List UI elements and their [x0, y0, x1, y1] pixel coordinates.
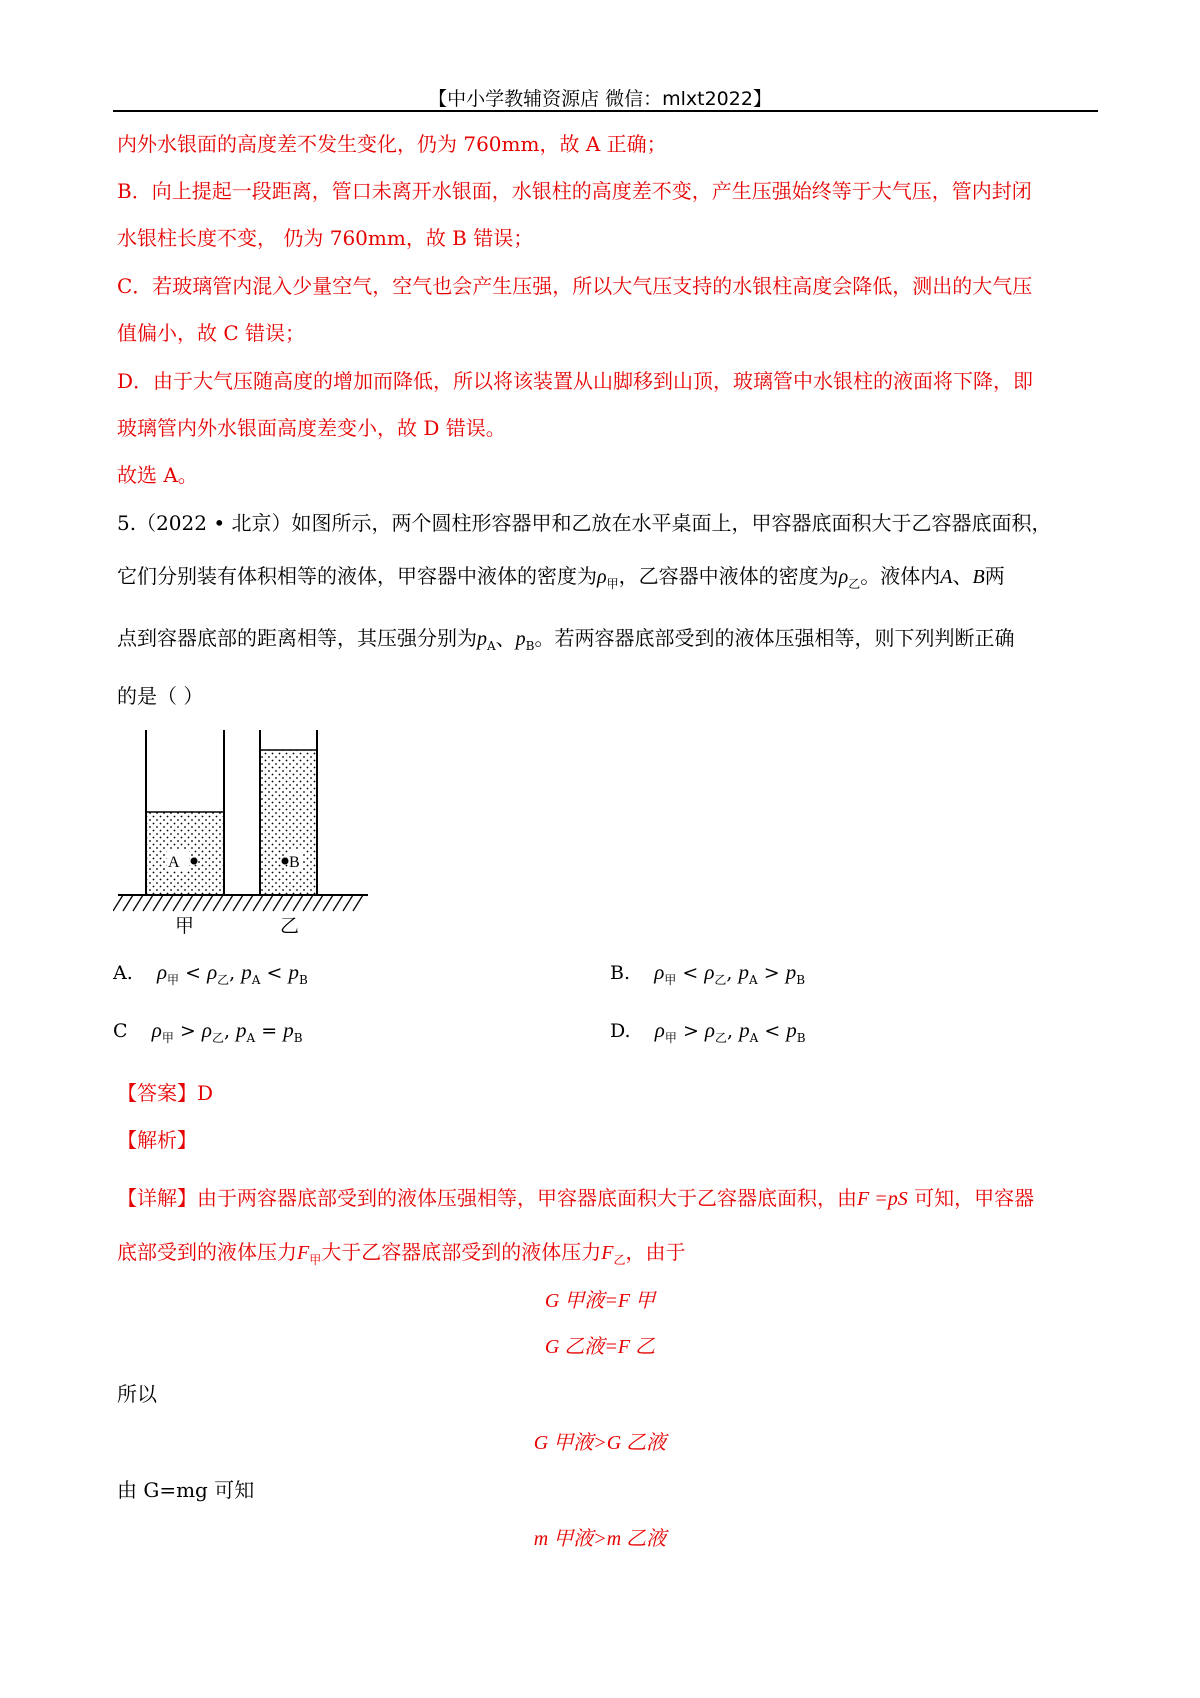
relation: >: [179, 1020, 196, 1042]
pressure-symbol: p: [288, 960, 299, 984]
pressure-symbol: p: [738, 960, 750, 984]
so-line: 所以: [117, 1382, 157, 1406]
detail-text: 底部受到的液体压力: [117, 1240, 297, 1264]
subscript: 甲: [606, 577, 619, 591]
label-yi: 乙: [280, 915, 300, 935]
option-c[interactable]: C $\rho_甲 > \rho_乙$, $p_A = p_B$: [113, 1018, 303, 1045]
question-text: 点到容器底部的距离相等，其压强分别为: [117, 626, 477, 650]
equation-3: G 甲液>G 乙液: [533, 1432, 667, 1454]
subscript: A: [749, 1030, 759, 1045]
subscript: 乙: [848, 577, 861, 591]
equation-1: G 甲液=F 甲: [544, 1290, 656, 1312]
rho-symbol: ρ: [838, 566, 849, 588]
analysis-line-a: 内外水银面的高度差不发生变化，仍为 760mm，故 A 正确；: [117, 132, 667, 156]
subscript: B: [298, 972, 308, 987]
detail-line-2: [117, 1236, 685, 1268]
subscript: 乙: [211, 1030, 224, 1045]
by-line: 由 G=mg 可知: [117, 1478, 255, 1502]
relation: >: [682, 1020, 699, 1042]
point-a-label: A: [940, 566, 953, 588]
subscript: 甲: [309, 1253, 322, 1267]
equation-4: m 甲液>m 乙液: [533, 1528, 667, 1550]
question-text: 两: [984, 564, 1005, 588]
analysis-line-c2: 值偏小，故 C 错误；: [117, 321, 306, 345]
ground-hatching: [113, 895, 363, 911]
point-b-label: B: [972, 566, 985, 588]
detail-text: ，由于: [625, 1240, 686, 1264]
rho-symbol: ρ: [597, 566, 607, 588]
subscript: A: [487, 639, 496, 653]
subscript: 甲: [664, 972, 677, 987]
question-line-2: [117, 560, 1005, 592]
pressure-symbol: p: [515, 628, 526, 650]
subscript: B: [796, 1030, 806, 1045]
subscript: 乙: [714, 972, 727, 987]
rho-symbol: ρ: [207, 960, 218, 984]
option-letter: C: [113, 1020, 128, 1042]
option-b[interactable]: B. $\rho_甲 < \rho_乙$, $p_A > p_B$: [610, 960, 806, 987]
analysis-line-d2: 玻璃管内外水银面高度差变小，故 D 错误。: [117, 416, 506, 440]
analysis-line-b1: B．向上提起一段距离，管口未离开水银面，水银柱的高度差不变，产生压强始终等于大气压，管内封闭: [117, 179, 1032, 203]
rho-symbol: ρ: [654, 1018, 665, 1042]
detail-line-1: [117, 1182, 1034, 1211]
force-symbol: F: [297, 1242, 310, 1264]
point-b-text: B: [289, 854, 300, 871]
pressure-symbol: p: [739, 1018, 750, 1042]
pressure-symbol: p: [477, 628, 487, 650]
rho-symbol: ρ: [654, 960, 665, 984]
subscript: A: [246, 1030, 256, 1045]
analysis-line-c1: C．若玻璃管内混入少量空气，空气也会产生压强，所以大气压支持的水银柱高度会降低，测出的大气压: [117, 274, 1033, 298]
point-b-dot: [282, 858, 289, 865]
subscript: A: [251, 972, 261, 987]
answer-label: 【答案】: [117, 1081, 197, 1105]
pressure-symbol: p: [785, 960, 797, 984]
containers-diagram: [113, 720, 373, 935]
question-line-4: 的是（ ）: [117, 684, 204, 708]
relation: <: [764, 1020, 781, 1042]
pressure-symbol: p: [786, 1018, 797, 1042]
pressure-symbol: p: [236, 1018, 247, 1042]
relation: <: [682, 962, 699, 984]
subscript: 甲: [167, 972, 180, 987]
rho-symbol: ρ: [704, 960, 715, 984]
question-text: 它们分别装有体积相等的液体，甲容器中液体的密度为: [117, 564, 597, 588]
rho-symbol: ρ: [201, 1018, 212, 1042]
relation: <: [266, 962, 283, 984]
option-letter: D.: [610, 1020, 631, 1042]
relation: >: [763, 962, 780, 984]
relation: <: [185, 962, 202, 984]
equation-2: G 乙液=F 乙: [544, 1336, 656, 1358]
answer-line: [117, 1077, 213, 1106]
point-a-text: A: [168, 854, 180, 871]
option-letter: A.: [113, 962, 133, 984]
formula: F =pS: [857, 1188, 908, 1210]
question-text: 、: [495, 626, 516, 650]
subscript: 乙: [715, 1030, 728, 1045]
detail-text: 【详解】由于两容器底部受到的液体压强相等，甲容器底面积大于乙容器底面积，由: [117, 1186, 857, 1210]
page-header: 【中小学教辅资源店 微信：mlxt2022】: [428, 88, 772, 110]
detail-text: 可知，甲容器: [907, 1186, 1035, 1210]
question-text: ，乙容器中液体的密度为: [618, 564, 839, 588]
analysis-label: 【解析】: [117, 1128, 197, 1152]
question-line-1: 5.（2022 • 北京）如图所示，两个圆柱形容器甲和乙放在水平桌面上，甲容器底面积大于乙容器底面积，: [117, 511, 1052, 535]
relation: =: [261, 1020, 278, 1042]
subscript: 甲: [161, 1030, 174, 1045]
option-a[interactable]: A. $\rho_甲 < \rho_乙$, $p_A < p_B$: [113, 960, 308, 987]
header-rule: [113, 110, 1098, 112]
question-line-3: [117, 622, 1015, 653]
pressure-symbol: p: [241, 960, 252, 984]
force-symbol: F: [601, 1242, 614, 1264]
pressure-symbol: p: [283, 1018, 294, 1042]
label-jia: 甲: [175, 915, 195, 935]
subscript: A: [749, 972, 758, 987]
question-text: 。若两容器底部受到的液体压强相等，则下列判断正确: [534, 626, 1015, 650]
analysis-line-b2: 水银柱长度不变， 仍为 760mm，故 B 错误；: [117, 226, 534, 250]
option-letter: B.: [610, 962, 631, 984]
liquid-yi: [260, 750, 317, 895]
option-d[interactable]: D. $\rho_甲 > \rho_乙$, $p_A < p_B$: [610, 1018, 806, 1045]
point-a-dot: [191, 858, 198, 865]
analysis-line-d1: D．由于大气压随高度的增加而降低，所以将该装置从山脚移到山顶，玻璃管中水银柱的液面将下降，即: [117, 369, 1034, 393]
subscript: 甲: [664, 1030, 677, 1045]
rho-symbol: ρ: [704, 1018, 715, 1042]
rho-symbol: ρ: [151, 1018, 162, 1042]
question-text: 。液体内: [860, 564, 941, 588]
subscript: 乙: [613, 1253, 626, 1267]
subscript: 乙: [217, 972, 230, 987]
answer-value: D: [197, 1081, 214, 1105]
question-text: 、: [952, 564, 973, 588]
subscript: B: [293, 1030, 303, 1045]
subscript: B: [796, 972, 806, 987]
rho-symbol: ρ: [156, 960, 168, 984]
analysis-choice: 故选 A。: [117, 463, 198, 487]
subscript: B: [525, 639, 535, 653]
detail-text: 大于乙容器底部受到的液体压力: [321, 1240, 602, 1264]
